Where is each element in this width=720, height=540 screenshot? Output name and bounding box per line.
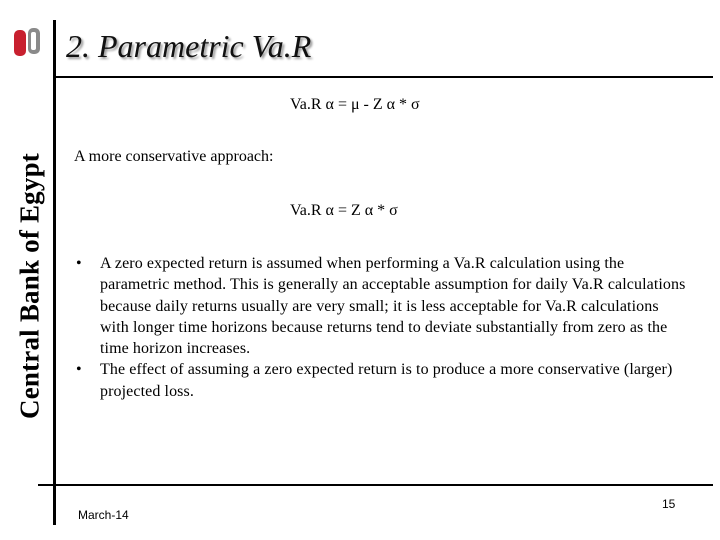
bullet-item xyxy=(76,359,686,402)
bullet-text: A zero expected return is assumed when performing a Va.R calculation using the parametric method. This is generally an acceptable assumption for daily Va.R calculations because daily returns usually are very small; it is less acceptable for Va.R calculations with longer time horizons because returns tend to deviate substantially from zero as the time horizon increases. xyxy=(100,255,686,358)
top-rule xyxy=(53,76,713,78)
bullet-marker: • xyxy=(76,255,82,272)
vertical-rule xyxy=(53,20,56,525)
bullet-marker: • xyxy=(76,361,82,379)
bottom-rule xyxy=(38,484,713,486)
page-number: 15 xyxy=(662,497,676,511)
bullet-text: The effect of assuming a zero expected return is to produce a more conservative (larger) projected loss. xyxy=(100,361,673,400)
side-title: Central Bank of Egypt xyxy=(14,153,45,419)
central-bank-logo xyxy=(12,24,44,60)
footer-date: March-14 xyxy=(78,508,129,522)
bullet-item xyxy=(76,253,686,359)
slide-title: 2. Parametric Va.R xyxy=(66,28,312,64)
bullet-list xyxy=(76,253,686,402)
intro-text: A more conservative approach: xyxy=(74,148,274,165)
formula-var-parametric: Va.R α = μ - Z α * σ xyxy=(290,96,420,113)
formula-var-conservative: Va.R α = Z α * σ xyxy=(290,202,398,219)
